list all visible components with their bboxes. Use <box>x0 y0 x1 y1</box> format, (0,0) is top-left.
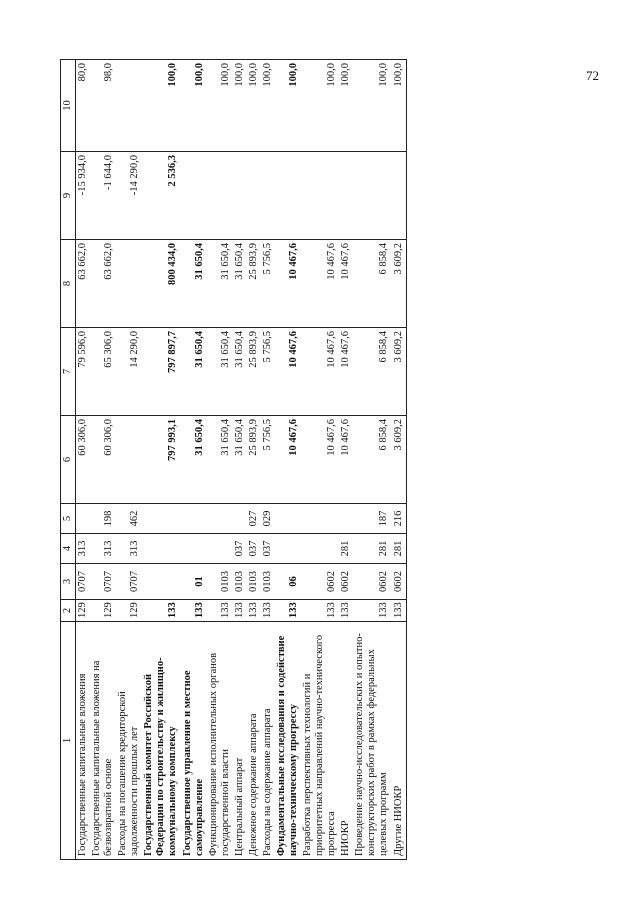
table-cell: 133 <box>142 600 180 622</box>
table-cell: 129 <box>90 600 116 622</box>
table-cell: 100,0 <box>181 60 207 152</box>
table-cell: 216 <box>392 504 407 534</box>
table-cell: 313 <box>76 534 91 564</box>
table-cell <box>142 504 180 534</box>
table-cell <box>142 534 180 564</box>
table-cell: 281 <box>339 534 353 564</box>
table-cell: 31 650,4 <box>181 240 207 328</box>
table-cell: 63 662,0 <box>76 240 91 328</box>
table-cell <box>392 152 407 240</box>
table-cell: 133 <box>353 600 391 622</box>
table-cell <box>233 504 247 534</box>
column-header: 2 <box>61 600 76 622</box>
table-cell: 31 650,4 <box>207 416 233 504</box>
row-label-cell: Функционирование исполнительных органов государственной власти <box>207 622 233 860</box>
table-cell: 797 897,7 <box>142 328 180 416</box>
table-cell: 037 <box>247 534 261 564</box>
table-cell <box>339 152 353 240</box>
table-cell: 31 650,4 <box>207 240 233 328</box>
table-cell: 281 <box>392 534 407 564</box>
table-cell <box>275 504 301 534</box>
table-row <box>261 60 275 860</box>
table-cell: 31 650,4 <box>181 416 207 504</box>
table-cell: 133 <box>207 600 233 622</box>
table-cell <box>233 152 247 240</box>
table-cell: 100,0 <box>233 60 247 152</box>
table-cell: 0707 <box>76 564 91 600</box>
table-cell: 6 858,4 <box>353 416 391 504</box>
table-row <box>142 60 180 860</box>
table-cell: 31 650,4 <box>233 240 247 328</box>
table-cell: -14 290,0 <box>116 152 142 240</box>
table-cell <box>207 534 233 564</box>
table-cell <box>301 504 339 534</box>
row-label-cell: Центральный аппарат <box>233 622 247 860</box>
table-cell: 100,0 <box>275 60 301 152</box>
table-cell: 10 467,6 <box>339 328 353 416</box>
table-row <box>116 60 142 860</box>
table-cell: 129 <box>116 600 142 622</box>
header-row <box>61 60 76 860</box>
rotated-table-container <box>60 60 580 860</box>
table-row <box>181 60 207 860</box>
table-header <box>61 60 76 860</box>
table-cell: 0602 <box>339 564 353 600</box>
table-cell: 25 893,9 <box>247 240 261 328</box>
table-cell: 0103 <box>207 564 233 600</box>
table-cell: 6 858,4 <box>353 328 391 416</box>
table-row <box>247 60 261 860</box>
table-cell: 100,0 <box>339 60 353 152</box>
table-cell: 31 650,4 <box>207 328 233 416</box>
table-cell: 6 858,4 <box>353 240 391 328</box>
table-cell: 10 467,6 <box>339 240 353 328</box>
table-cell: 133 <box>339 600 353 622</box>
table-cell: 133 <box>247 600 261 622</box>
row-label-cell: Государственные капитальные вложения <box>76 622 91 860</box>
table-cell: 100,0 <box>353 60 391 152</box>
table-cell: 133 <box>181 600 207 622</box>
table-cell: 100,0 <box>247 60 261 152</box>
table-cell: 0602 <box>353 564 391 600</box>
table-row <box>353 60 391 860</box>
table-cell: 10 467,6 <box>301 416 339 504</box>
table-cell: 100,0 <box>301 60 339 152</box>
table-cell: 100,0 <box>261 60 275 152</box>
table-cell: 100,0 <box>142 60 180 152</box>
table-cell: 0707 <box>116 564 142 600</box>
table-cell <box>116 416 142 504</box>
row-label-cell: Государственный комитет Российской Федерации по строительству и жилищно-коммунальному комплексу <box>142 622 180 860</box>
table-cell: 133 <box>233 600 247 622</box>
table-cell <box>261 152 275 240</box>
table-cell: 06 <box>275 564 301 600</box>
table-cell: 14 290,0 <box>116 328 142 416</box>
row-label-cell: Проведение научно-исследовательских и опытно-конструкторских работ в рамках федеральных целевых программ <box>353 622 391 860</box>
table-cell <box>142 564 180 600</box>
table-cell: 5 756,5 <box>261 240 275 328</box>
page-number: 72 <box>586 68 599 83</box>
table-cell: 3 609,2 <box>392 240 407 328</box>
table-cell: 3 609,2 <box>392 328 407 416</box>
table-cell: 31 650,4 <box>233 416 247 504</box>
table-cell: -15 934,0 <box>76 152 91 240</box>
table-cell: 3 609,2 <box>392 416 407 504</box>
table-cell <box>181 504 207 534</box>
table-cell: 0103 <box>233 564 247 600</box>
table-cell <box>76 504 91 534</box>
table-cell <box>207 152 233 240</box>
table-cell: 5 756,5 <box>261 328 275 416</box>
row-label-cell: Фундаментальные исследования и содействие научно-техническому прогрессу <box>275 622 301 860</box>
table-row <box>339 60 353 860</box>
table-cell <box>275 534 301 564</box>
row-label-cell: Расходы на содержание аппарата <box>261 622 275 860</box>
row-label-cell: Расходы на погашение кредиторской задолженности прошлых лет <box>116 622 142 860</box>
column-header: 9 <box>61 152 76 240</box>
table-cell <box>181 152 207 240</box>
table-cell: 60 306,0 <box>90 416 116 504</box>
table-cell <box>247 152 261 240</box>
table-cell <box>339 504 353 534</box>
table-cell: 198 <box>90 504 116 534</box>
table-row <box>301 60 339 860</box>
row-label-cell: НИОКР <box>339 622 353 860</box>
budget-table <box>60 59 407 860</box>
column-header: 8 <box>61 240 76 328</box>
table-cell: 10 467,6 <box>275 416 301 504</box>
table-cell: 0103 <box>261 564 275 600</box>
table-cell: 800 434,0 <box>142 240 180 328</box>
table-cell: 01 <box>181 564 207 600</box>
table-cell: 79 596,0 <box>76 328 91 416</box>
table-cell: 029 <box>261 504 275 534</box>
table-row <box>233 60 247 860</box>
table-cell: 462 <box>116 504 142 534</box>
table-cell: 5 756,5 <box>261 416 275 504</box>
table-cell: 10 467,6 <box>301 240 339 328</box>
column-header: 10 <box>61 60 76 152</box>
table-cell: 31 650,4 <box>181 328 207 416</box>
table-cell: 133 <box>261 600 275 622</box>
table-cell: 100,0 <box>392 60 407 152</box>
table-cell: -1 644,0 <box>90 152 116 240</box>
table-cell <box>275 152 301 240</box>
table-cell: 133 <box>301 600 339 622</box>
table-cell: 133 <box>392 600 407 622</box>
table-cell <box>116 240 142 328</box>
table-cell: 037 <box>261 534 275 564</box>
table-cell: 133 <box>275 600 301 622</box>
column-header: 7 <box>61 328 76 416</box>
column-header: 4 <box>61 534 76 564</box>
table-cell: 100,0 <box>207 60 233 152</box>
table-cell: 63 662,0 <box>90 240 116 328</box>
row-label-cell: Разработка перспективных технологий и приоритетных направлений научно-технического прогресса <box>301 622 339 860</box>
table-cell: 10 467,6 <box>301 328 339 416</box>
table-cell: 0103 <box>247 564 261 600</box>
table-cell <box>207 504 233 534</box>
table-cell: 65 306,0 <box>90 328 116 416</box>
table-cell <box>301 152 339 240</box>
table-cell: 0602 <box>392 564 407 600</box>
table-cell: 31 650,4 <box>233 328 247 416</box>
table-cell: 281 <box>353 534 391 564</box>
row-label-cell: Государственное управление и местное самоуправление <box>181 622 207 860</box>
column-header: 1 <box>61 622 76 860</box>
table-cell: 037 <box>233 534 247 564</box>
table-cell: 10 467,6 <box>339 416 353 504</box>
table-cell: 187 <box>353 504 391 534</box>
table-cell: 027 <box>247 504 261 534</box>
table-cell <box>353 152 391 240</box>
table-cell: 60 306,0 <box>76 416 91 504</box>
table-body <box>76 60 407 860</box>
table-cell: 2 536,3 <box>142 152 180 240</box>
table-row <box>392 60 407 860</box>
table-cell: 797 993,1 <box>142 416 180 504</box>
row-label-cell: Государственные капитальные вложения на безвозвратной основе <box>90 622 116 860</box>
table-cell <box>116 60 142 152</box>
table-cell: 25 893,9 <box>247 328 261 416</box>
table-cell: 10 467,6 <box>275 328 301 416</box>
table-cell: 80,0 <box>76 60 91 152</box>
table-row <box>207 60 233 860</box>
row-label-cell: Другие НИОКР <box>392 622 407 860</box>
table-cell: 98,0 <box>90 60 116 152</box>
table-cell <box>301 534 339 564</box>
table-cell: 129 <box>76 600 91 622</box>
table-cell: 313 <box>116 534 142 564</box>
table-cell <box>181 534 207 564</box>
table-row <box>76 60 91 860</box>
table-cell: 0602 <box>301 564 339 600</box>
column-header: 6 <box>61 416 76 504</box>
table-cell: 10 467,6 <box>275 240 301 328</box>
table-cell: 25 893,9 <box>247 416 261 504</box>
column-header: 3 <box>61 564 76 600</box>
table-row <box>275 60 301 860</box>
table-row <box>90 60 116 860</box>
table-cell: 313 <box>90 534 116 564</box>
table-cell: 0707 <box>90 564 116 600</box>
row-label-cell: Денежное содержание аппарата <box>247 622 261 860</box>
column-header: 5 <box>61 504 76 534</box>
